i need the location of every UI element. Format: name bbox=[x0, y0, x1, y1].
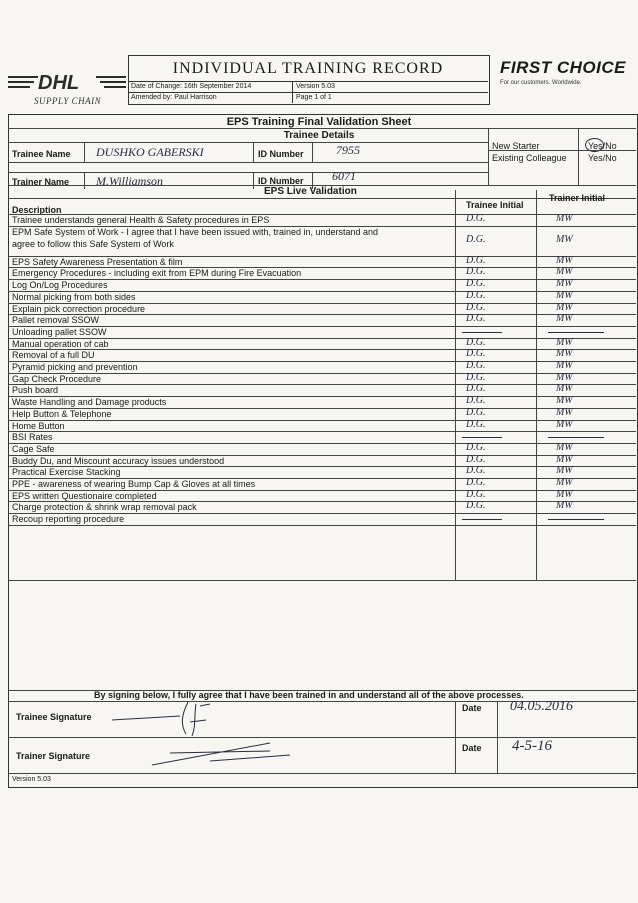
training-item-description: Cage Safe bbox=[12, 443, 55, 454]
trainer-initial-struck bbox=[548, 332, 604, 333]
trainer-initial-struck bbox=[548, 437, 604, 438]
trainer-initial: MW bbox=[556, 213, 573, 224]
trainer-initial: MW bbox=[556, 406, 573, 418]
row-divider bbox=[8, 314, 636, 315]
training-item-description: Normal picking from both sides bbox=[12, 291, 136, 302]
trainee-initial: D.G. bbox=[466, 383, 486, 395]
trainee-initial: D.G. bbox=[466, 360, 486, 371]
row-divider bbox=[8, 431, 636, 432]
trainer-initial: MW bbox=[556, 278, 573, 290]
trainee-initial: D.G. bbox=[466, 254, 486, 266]
training-item-description: Manual operation of cab bbox=[12, 338, 109, 349]
trainee-initial: D.G. bbox=[466, 406, 486, 418]
trainer-date-label: Date bbox=[462, 743, 482, 753]
trainee-initial-struck bbox=[462, 332, 502, 333]
trainer-signature-label: Trainer Signature bbox=[16, 751, 91, 761]
trainee-initial: D.G. bbox=[466, 301, 486, 313]
trainer-id-label: ID Number bbox=[258, 176, 304, 186]
trainee-initial: D.G. bbox=[466, 233, 486, 245]
row-divider bbox=[8, 384, 636, 385]
trainee-id-value: 7955 bbox=[336, 143, 360, 157]
trainer-initial: MW bbox=[556, 441, 573, 453]
trainer-initial: MW bbox=[556, 254, 573, 266]
trainer-initial: MW bbox=[556, 313, 573, 325]
training-item-description: Removal of a full DU bbox=[12, 350, 95, 361]
trainee-signature bbox=[110, 698, 240, 738]
training-item-description: Charge protection & shrink wrap removal pack bbox=[12, 502, 197, 513]
trainer-initial: MW bbox=[556, 233, 573, 245]
training-item-description: Unloading pallet SSOW bbox=[12, 326, 107, 337]
training-item-description-line2: agree to follow this Safe System of Work bbox=[12, 238, 174, 249]
document-title: INDIVIDUAL TRAINING RECORD bbox=[172, 60, 444, 77]
trainee-initial: D.G. bbox=[466, 336, 486, 348]
trainer-initial: MW bbox=[556, 371, 573, 383]
date-of-change: Date of Change: 16th September 2014 bbox=[131, 83, 252, 90]
agreement-text: By signing below, I fully agree that I have been trained in and understand all of the above processes. bbox=[94, 690, 524, 700]
page-number: Page 1 of 1 bbox=[296, 94, 332, 101]
training-item-description: Emergency Procedures - including exit from EPM during Fire Evacuation bbox=[12, 268, 302, 279]
trainee-date-value: 04.05.2016 bbox=[510, 699, 573, 714]
trainer-date-value: 4-5-16 bbox=[512, 738, 552, 754]
trainer-initial: MW bbox=[556, 348, 573, 360]
existing-colleague-label: Existing Colleague bbox=[492, 153, 567, 163]
trainee-initial: D.G. bbox=[466, 500, 486, 512]
header-version: Version 5.03 bbox=[296, 83, 335, 90]
trainer-signature bbox=[150, 735, 300, 769]
trainer-initial: MW bbox=[556, 336, 573, 348]
trainer-initial: MW bbox=[556, 360, 573, 371]
trainer-initial: MW bbox=[556, 465, 573, 477]
trainer-initial: MW bbox=[556, 477, 573, 488]
trainer-name-value: M.Williamson bbox=[96, 174, 164, 188]
trainee-name-label: Trainee Name bbox=[12, 149, 71, 159]
trainee-initial: D.G. bbox=[466, 313, 486, 325]
trainer-initial-struck bbox=[548, 519, 604, 520]
trainer-initial: MW bbox=[556, 453, 573, 465]
trainer-initial: MW bbox=[556, 418, 573, 430]
footer-version: Version 5.03 bbox=[12, 776, 51, 783]
trainer-initial: MW bbox=[556, 488, 573, 500]
trainee-initial: D.G. bbox=[466, 418, 486, 430]
training-item-description: Explain pick correction procedure bbox=[12, 303, 146, 314]
trainee-initial: D.G. bbox=[466, 477, 486, 488]
sheet-title: EPS Training Final Validation Sheet bbox=[226, 116, 412, 128]
trainee-initial-struck bbox=[462, 519, 502, 520]
existing-colleague-options: Yes/No bbox=[588, 153, 617, 163]
amended-by: Amended by: Paul Harrison bbox=[131, 94, 217, 101]
training-item-description: Home Button bbox=[12, 420, 65, 431]
row-divider bbox=[8, 373, 636, 374]
trainer-initial: MW bbox=[556, 383, 573, 395]
trainee-initial: D.G. bbox=[466, 289, 486, 301]
training-item-description: Recoup reporting procedure bbox=[12, 514, 125, 525]
training-item-description: BSI Rates bbox=[12, 432, 53, 443]
trainee-initial: D.G. bbox=[466, 395, 486, 407]
trainer-initial: MW bbox=[556, 500, 573, 512]
training-item-description: EPS Safety Awareness Presentation & film bbox=[12, 256, 183, 267]
trainee-initial: D.G. bbox=[466, 266, 486, 278]
trainee-id-label: ID Number bbox=[258, 149, 304, 159]
training-item-description: Log On/Log Procedures bbox=[12, 280, 108, 291]
first-choice-tagline: For our customers. Worldwide. bbox=[500, 80, 582, 86]
training-item-description: Gap Check Procedure bbox=[12, 373, 102, 384]
row-divider bbox=[8, 349, 636, 350]
supply-chain-label: SUPPLY CHAIN bbox=[34, 96, 102, 106]
training-item-description: EPS written Questionaire completed bbox=[12, 490, 157, 501]
trainee-initial: D.G. bbox=[466, 441, 486, 453]
first-choice-logo: FIRST CHOICE bbox=[500, 58, 626, 77]
row-divider bbox=[8, 525, 636, 526]
training-item-description: Pyramid picking and prevention bbox=[12, 362, 138, 372]
trainer-id-value: 6071 bbox=[332, 169, 356, 183]
trainee-initial-header: Trainee Initial bbox=[466, 200, 524, 210]
new-starter-options: Yes/No bbox=[588, 141, 617, 151]
training-item-description: Practical Exercise Stacking bbox=[12, 467, 121, 478]
training-item-description: PPE - awareness of wearing Bump Cap & Gloves at all times bbox=[12, 479, 256, 489]
trainer-initial: MW bbox=[556, 301, 573, 313]
trainee-date-label: Date bbox=[462, 703, 482, 713]
trainee-initial: D.G. bbox=[466, 213, 486, 224]
dhl-logo-text: DHL bbox=[38, 72, 80, 94]
trainee-initial: D.G. bbox=[466, 371, 486, 383]
row-divider bbox=[8, 420, 636, 421]
training-item-description: Buddy Du, and Miscount accuracy issues understood bbox=[12, 455, 225, 466]
training-item-description: Pallet removal SSOW bbox=[12, 315, 100, 326]
trainee-initial-struck bbox=[462, 437, 502, 438]
training-item-description: Help Button & Telephone bbox=[12, 408, 112, 419]
description-header: Description bbox=[12, 205, 62, 215]
trainer-initial-header: Trainer Initial bbox=[549, 193, 606, 203]
trainee-initial: D.G. bbox=[466, 453, 486, 465]
trainee-initial: D.G. bbox=[466, 488, 486, 500]
trainee-initial: D.G. bbox=[466, 465, 486, 477]
trainer-name-label: Trainer Name bbox=[12, 177, 70, 187]
trainer-initial: MW bbox=[556, 395, 573, 407]
trainee-initial: D.G. bbox=[466, 348, 486, 360]
trainer-initial: MW bbox=[556, 289, 573, 301]
training-item-description: Push board bbox=[12, 385, 59, 396]
training-item-description: EPM Safe System of Work - I agree that I have been issued with, trained in, understand and bbox=[12, 226, 379, 237]
training-item-description: Trainee understands general Health & Safety procedures in EPS bbox=[12, 215, 270, 225]
live-validation-heading: EPS Live Validation bbox=[264, 186, 357, 197]
trainee-initial: D.G. bbox=[466, 278, 486, 290]
trainer-initial: MW bbox=[556, 266, 573, 278]
trainee-name-value: DUSHKO GABERSKI bbox=[96, 145, 204, 159]
trainee-details-heading: Trainee Details bbox=[283, 130, 355, 141]
training-item-description: Waste Handling and Damage products bbox=[12, 397, 167, 408]
row-divider bbox=[8, 443, 636, 444]
new-starter-label: New Starter bbox=[492, 141, 540, 151]
trainee-signature-label: Trainee Signature bbox=[16, 712, 92, 722]
